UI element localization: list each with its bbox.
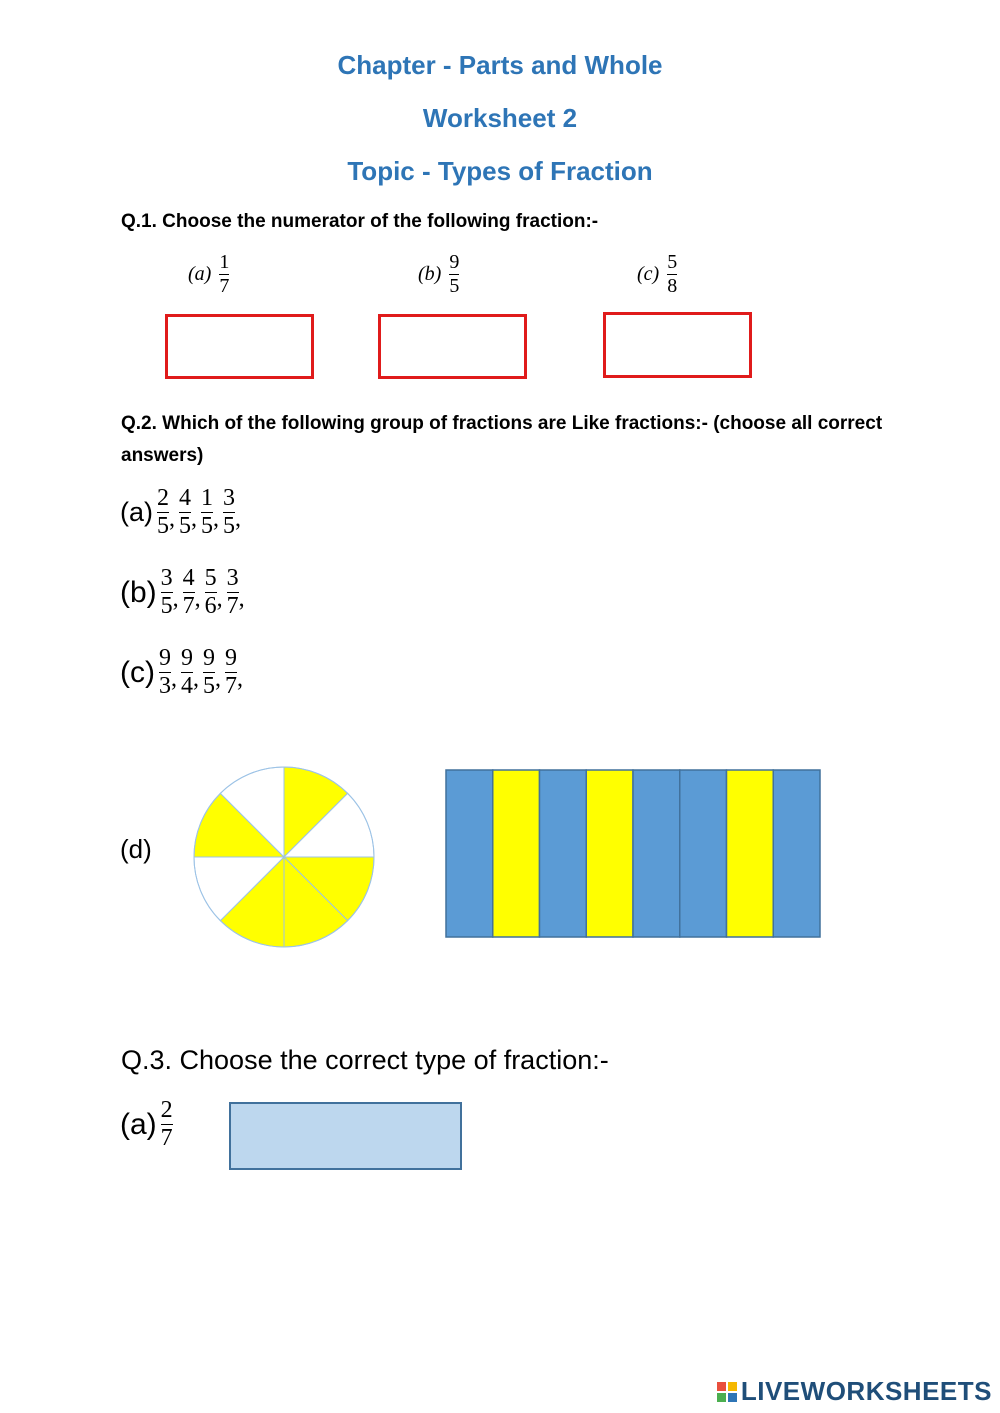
q1-item-a-label: (a) — [188, 263, 212, 285]
q3-item-a-label: (a) — [120, 1107, 157, 1141]
q2b-num-3: 5 — [204, 565, 217, 591]
q2a-den-1: 5 — [157, 513, 169, 540]
q1-item-c-num: 5 — [667, 251, 678, 273]
q2a-den-3: 5 — [201, 513, 213, 540]
q3-item-a-num: 2 — [160, 1097, 173, 1123]
q1-item-c-label: (c) — [637, 263, 660, 285]
q2a-den-2: 5 — [179, 513, 191, 540]
q2-option-b[interactable]: (b) $\frac{3}{5}$ , $\frac{4}{7}$ , $\frac{5}{6}$ , $\frac{3}{7}$ , — [120, 565, 245, 620]
bar-column — [680, 770, 727, 937]
q2-option-b-label: (b) — [120, 575, 157, 609]
q1-item-a-fraction — [219, 252, 229, 297]
q1-question: Q.1. Choose the numerator of the following fraction:- — [121, 211, 599, 232]
liveworksheets-logo — [717, 1376, 992, 1407]
brand-name: LIVEWORKSHEETS — [740, 1376, 992, 1406]
q2a-num-3: 1 — [201, 485, 213, 511]
topic-title: Topic - Types of Fraction — [347, 156, 653, 186]
q2a-num-4: 3 — [223, 485, 235, 511]
q2a-num-1: 2 — [157, 485, 169, 511]
bar-column — [633, 770, 680, 937]
chapter-title: Chapter - Parts and Whole — [337, 50, 663, 80]
q1-answer-box-b[interactable] — [378, 314, 527, 379]
q2b-den-2: 7 — [182, 593, 195, 620]
q2c-den-4: 7 — [224, 673, 237, 700]
q1-item-b — [418, 252, 459, 297]
bar-column — [493, 770, 540, 937]
q1-item-b-label: (b) — [418, 263, 442, 285]
q2a-den-4: 5 — [223, 513, 235, 540]
q2-option-d-circle[interactable] — [190, 764, 380, 950]
bar-column — [773, 770, 820, 937]
q2b-den-4: 7 — [226, 593, 239, 620]
q2c-den-1: 3 — [158, 673, 171, 700]
q1-item-b-den: 5 — [449, 275, 460, 297]
q3-item-a-den: 7 — [160, 1125, 173, 1152]
bar-column — [586, 770, 633, 937]
q2c-num-4: 9 — [224, 645, 237, 671]
q1-item-b-fraction — [449, 252, 459, 297]
q2b-num-4: 3 — [226, 565, 239, 591]
liveworksheets-icon — [717, 1382, 737, 1402]
q3-item-a — [120, 1098, 173, 1151]
q1-answer-box-a[interactable] — [165, 314, 314, 379]
q2b-num-1: 3 — [160, 565, 173, 591]
bar-column — [446, 770, 493, 937]
q2c-num-1: 9 — [158, 645, 171, 671]
q1-item-c — [637, 252, 677, 297]
q2b-den-3: 6 — [204, 593, 217, 620]
q3-question: Q.3. Choose the correct type of fraction:- — [121, 1045, 609, 1075]
q2a-num-2: 4 — [179, 485, 191, 511]
q1-item-c-fraction — [667, 252, 677, 297]
q2c-num-3: 9 — [202, 645, 215, 671]
q2-option-a[interactable]: (a) $\frac{2}{5}$ , $\frac{4}{5}$ , $\frac{1}{5}$ , $\frac{3}{5}$ , — [120, 485, 241, 540]
q1-item-a — [188, 252, 229, 297]
q2-question: Q.2. Which of the following group of fractions are Like fractions:- (choose all correct answers) — [121, 413, 883, 466]
q3-answer-dropdown[interactable] — [229, 1102, 462, 1170]
q1-item-a-den: 7 — [219, 275, 230, 297]
q1-answer-box-c[interactable] — [603, 312, 752, 378]
q2-option-c-label: (c) — [120, 655, 155, 689]
q2b-num-2: 4 — [182, 565, 195, 591]
q1-item-b-num: 9 — [449, 251, 460, 273]
q2c-den-2: 4 — [180, 673, 193, 700]
q2-option-c[interactable]: (c) $\frac{9}{3}$ , $\frac{9}{4}$ , $\frac{9}{5}$ , $\frac{9}{7}$ , — [120, 645, 243, 700]
q2-option-d-bar[interactable] — [444, 768, 822, 939]
worksheet-title: Worksheet 2 — [422, 103, 578, 133]
q2-option-d-label[interactable]: (d) — [120, 834, 152, 864]
q2c-den-3: 5 — [202, 673, 215, 700]
q2c-num-2: 9 — [180, 645, 193, 671]
q2b-den-1: 5 — [160, 593, 173, 620]
bar-column — [540, 770, 587, 937]
bar-column — [727, 770, 774, 937]
q2-option-a-label: (a) — [120, 497, 153, 528]
q1-item-a-num: 1 — [219, 251, 230, 273]
q1-item-c-den: 8 — [667, 275, 678, 297]
